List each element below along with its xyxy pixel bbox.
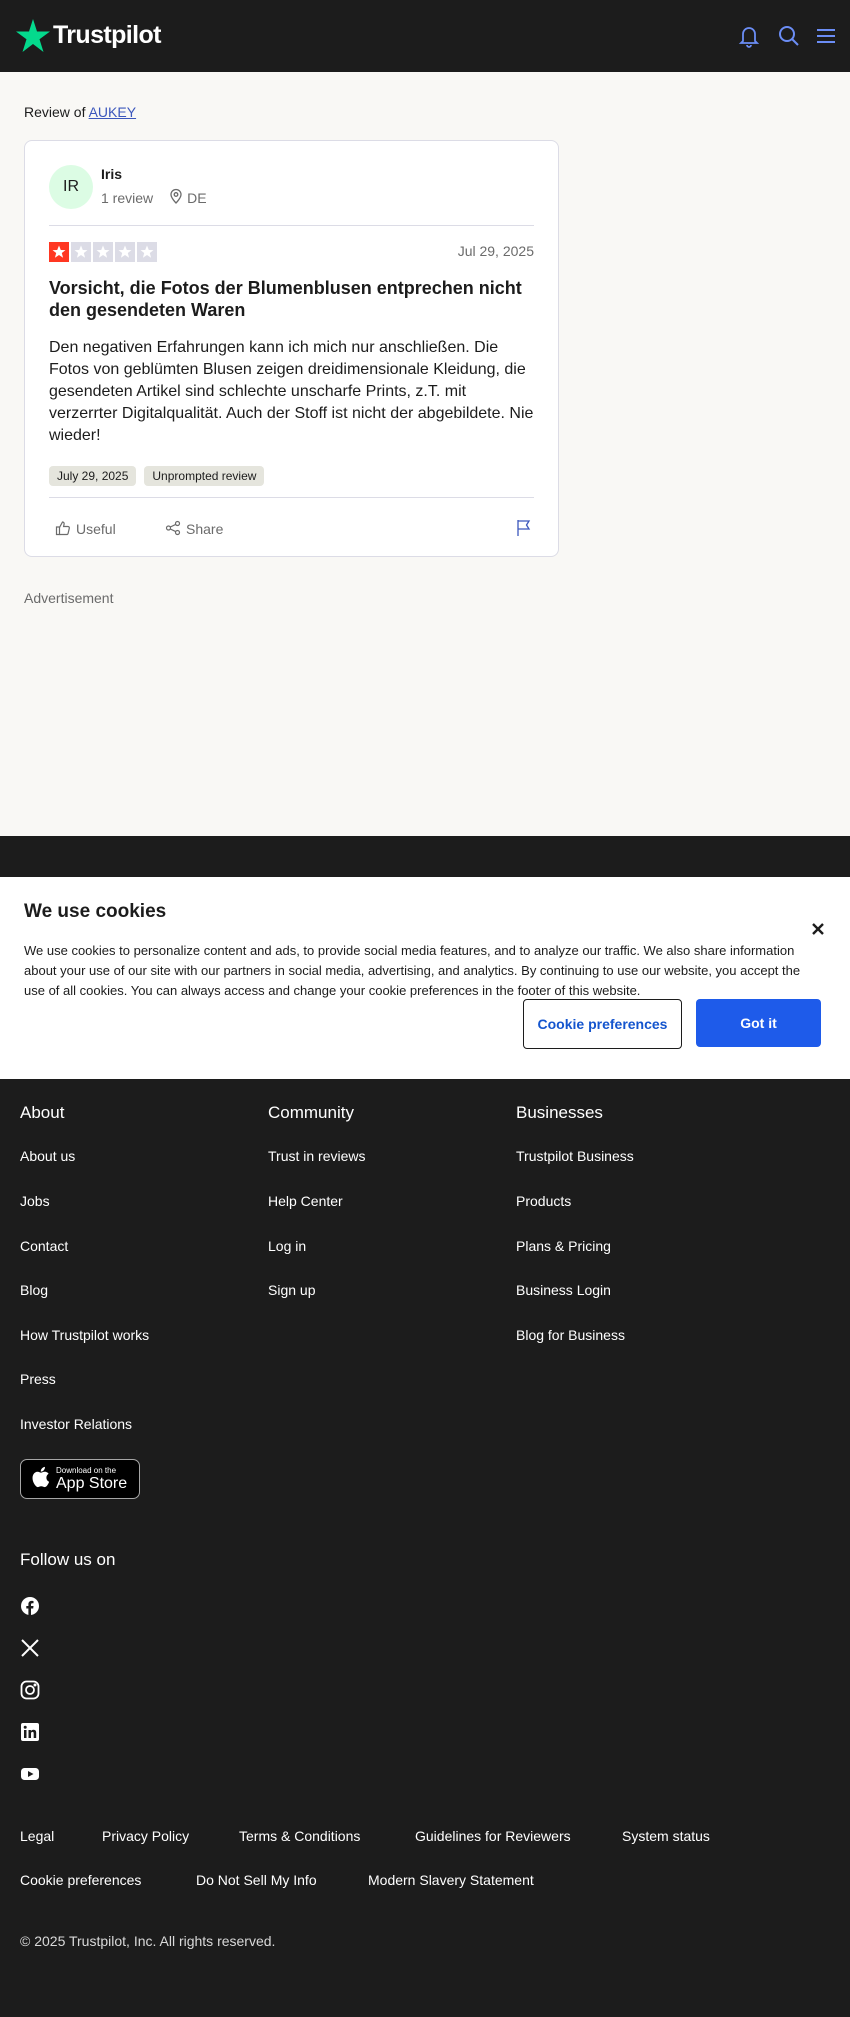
thumbs-up-icon [55,520,71,539]
flag-icon [516,519,532,540]
footer-link-how-trustpilot-works[interactable]: How Trustpilot works [20,1327,150,1343]
footer-link-do-not-sell[interactable]: Do Not Sell My Info [196,1872,317,1888]
star-filled-icon [49,242,69,262]
share-button[interactable] [165,517,223,541]
follow-us-title: Follow us on [20,1550,116,1569]
footer-about-title: About [20,1103,65,1122]
footer-link-log-in[interactable]: Log in [268,1238,307,1254]
footer-link-terms-conditions[interactable]: Terms & Conditions [239,1828,361,1844]
date-of-experience-tag: July 29, 2025 [49,466,136,486]
footer-link-help-center[interactable]: Help Center [268,1193,343,1209]
app-store-small-text: Download on the [56,1465,117,1475]
review-of-line [24,104,136,120]
footer-link-blog-for-business[interactable]: Blog for Business [516,1327,625,1343]
report-flag-button[interactable] [516,517,532,541]
search-icon[interactable] [775,22,803,50]
review-origin-tag[interactable]: Unprompted review [144,466,264,486]
star-logo-icon [16,19,50,52]
review-date: Jul 29, 2025 [457,243,534,259]
star-empty-icon [115,242,135,262]
bell-icon[interactable] [735,22,763,50]
x-icon[interactable] [20,1638,40,1658]
youtube-icon[interactable] [20,1764,40,1784]
footer-link-trust-in-reviews[interactable]: Trust in reviews [268,1148,366,1164]
cookie-banner-title: We use cookies [24,901,167,922]
footer-link-plans-pricing[interactable]: Plans & Pricing [516,1238,611,1254]
footer-link-cookie-preferences[interactable]: Cookie preferences [20,1872,142,1888]
app-store-badge[interactable] [20,1459,140,1499]
facebook-icon[interactable] [20,1596,40,1616]
cookie-preferences-button[interactable]: Cookie preferences [523,999,682,1049]
review-tags [49,466,264,486]
star-empty-icon [93,242,113,262]
footer-link-contact[interactable]: Contact [20,1238,69,1254]
brand-name: Trustpilot [53,21,161,49]
apple-icon [30,1465,50,1494]
footer-businesses-title: Businesses [516,1103,603,1122]
copyright-text: © 2025 Trustpilot, Inc. All rights reserved. [20,1933,276,1949]
footer-link-business-login[interactable]: Business Login [516,1282,611,1298]
footer-link-privacy-policy[interactable]: Privacy Policy [102,1828,190,1844]
location-pin-icon [169,188,183,207]
footer-link-press[interactable]: Press [20,1371,56,1387]
star-rating [49,242,157,262]
footer-link-system-status[interactable]: System status [622,1828,710,1844]
footer-link-jobs[interactable]: Jobs [20,1193,50,1209]
menu-icon[interactable] [812,22,840,50]
cookie-banner [0,877,850,1079]
top-navigation-bar [0,0,850,72]
got-it-button[interactable]: Got it [696,999,821,1047]
review-of-prefix: Review of [24,104,86,120]
footer-link-guidelines-for-reviewers[interactable]: Guidelines for Reviewers [415,1828,571,1844]
footer-link-products[interactable]: Products [516,1193,572,1209]
review-body: Den negativen Erfahrungen kann ich mich nur anschließen. Die Fotos von geblümten Blusen zeigen dreidimensionale Kleidung, die gesendeten Artikel sind schlechte unscharfe Prints, z.T. mit verzerrter Digitalqualität. Auch der Stoff ist nicht der abgebildete. Nie wieder! [49,339,534,444]
advertisement-label: Advertisement [24,590,114,606]
consumer-name[interactable]: Iris [101,166,123,182]
cookie-banner-text: We use cookies to personalize content and ads, to provide social media features, and to analyze our traffic. We also share information about your use of our site with our partners in social media, advertising, and analytics. By continuing to use our website, you accept the use of all cookies. You can always access and change your cookie preferences in the footer of this website. [24,943,801,998]
company-link[interactable]: AUKEY [88,104,137,120]
app-store-text [56,1466,127,1493]
consumer-meta [101,188,207,207]
linkedin-icon[interactable] [20,1722,40,1742]
footer-link-sign-up[interactable]: Sign up [268,1282,316,1298]
header-divider [49,225,534,226]
star-empty-icon [137,242,157,262]
footer-link-legal[interactable]: Legal [20,1828,55,1844]
avatar[interactable]: IR [49,165,93,209]
footer-community-title: Community [268,1103,354,1122]
trustpilot-logo[interactable] [16,19,161,52]
footer-link-blog[interactable]: Blog [20,1282,49,1298]
share-icon [165,520,181,539]
close-icon[interactable] [806,917,830,941]
review-count: 1 review [101,189,154,206]
footer-link-investor-relations[interactable]: Investor Relations [20,1416,133,1432]
useful-button[interactable] [55,517,116,541]
footer-link-trustpilot-business[interactable]: Trustpilot Business [516,1148,634,1164]
footer-link-modern-slavery[interactable]: Modern Slavery Statement [368,1872,534,1888]
share-label: Share [186,521,224,537]
review-title[interactable]: Vorsicht, die Fotos der Blumenblusen entprechen nicht den gesendeten Waren [49,278,522,320]
actions-divider [49,497,534,498]
review-actions [49,517,534,541]
footer-link-about-us[interactable]: About us [20,1148,76,1164]
useful-label: Useful [76,521,116,537]
star-empty-icon [71,242,91,262]
review-card [24,140,559,557]
country-code: DE [187,189,207,206]
app-store-big-text: App Store [56,1474,128,1492]
consumer-location [169,188,206,207]
instagram-icon[interactable] [20,1680,40,1700]
